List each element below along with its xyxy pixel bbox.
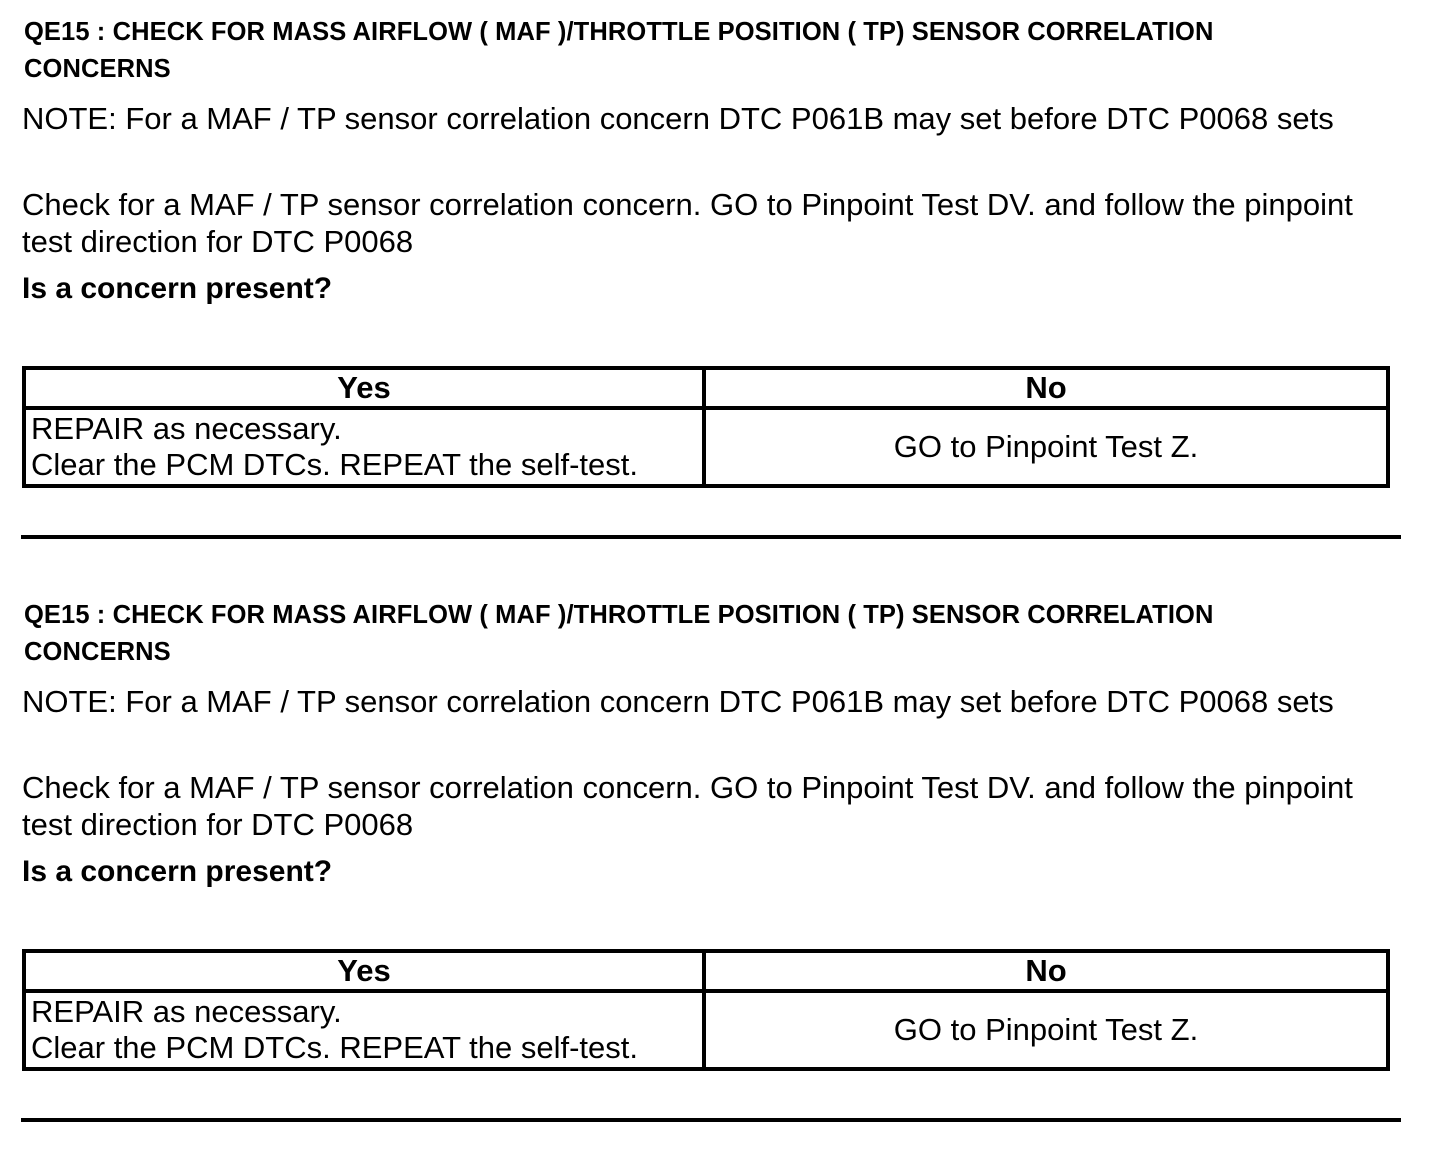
no-header: No bbox=[704, 368, 1388, 408]
step-instruction: Check for a MAF / TP sensor correlation concern. GO to Pinpoint Test DV. and follow the pinpoint test direction for DTC P0068 bbox=[22, 770, 1353, 842]
decision-table bbox=[22, 949, 1390, 1071]
decision-table bbox=[22, 366, 1390, 488]
yes-action-cell bbox=[24, 408, 704, 486]
section-divider bbox=[21, 535, 1401, 539]
yes-action-line: Clear the PCM DTCs. REPEAT the self-test. bbox=[31, 1030, 638, 1065]
yes-header: Yes bbox=[24, 368, 704, 408]
step-heading: QE15 : CHECK FOR MASS AIRFLOW ( MAF )/THROTTLE POSITION ( TP) SENSOR CORRELATION CONCERNS bbox=[24, 601, 1214, 666]
no-action-cell: GO to Pinpoint Test Z. bbox=[704, 991, 1388, 1069]
table-header-row bbox=[24, 951, 1388, 991]
section-divider bbox=[21, 1118, 1401, 1122]
step-question: Is a concern present? bbox=[22, 272, 333, 305]
table-header-row bbox=[24, 368, 1388, 408]
step-heading: QE15 : CHECK FOR MASS AIRFLOW ( MAF )/THROTTLE POSITION ( TP) SENSOR CORRELATION CONCERNS bbox=[24, 18, 1214, 83]
step-note: NOTE: For a MAF / TP sensor correlation concern DTC P061B may set before DTC P0068 sets bbox=[22, 101, 1334, 136]
no-action-cell: GO to Pinpoint Test Z. bbox=[704, 408, 1388, 486]
yes-header: Yes bbox=[24, 951, 704, 991]
no-header: No bbox=[704, 951, 1388, 991]
step-question: Is a concern present? bbox=[22, 855, 333, 888]
step-instruction: Check for a MAF / TP sensor correlation concern. GO to Pinpoint Test DV. and follow the pinpoint test direction for DTC P0068 bbox=[22, 187, 1353, 259]
test-step-section bbox=[0, 583, 1440, 1166]
yes-action-line: REPAIR as necessary. bbox=[31, 994, 342, 1029]
table-row bbox=[24, 991, 1388, 1069]
yes-action-line: REPAIR as necessary. bbox=[31, 411, 342, 446]
table-row bbox=[24, 408, 1388, 486]
yes-action-cell bbox=[24, 991, 704, 1069]
step-note: NOTE: For a MAF / TP sensor correlation concern DTC P061B may set before DTC P0068 sets bbox=[22, 684, 1334, 719]
yes-action-line: Clear the PCM DTCs. REPEAT the self-test. bbox=[31, 447, 638, 482]
